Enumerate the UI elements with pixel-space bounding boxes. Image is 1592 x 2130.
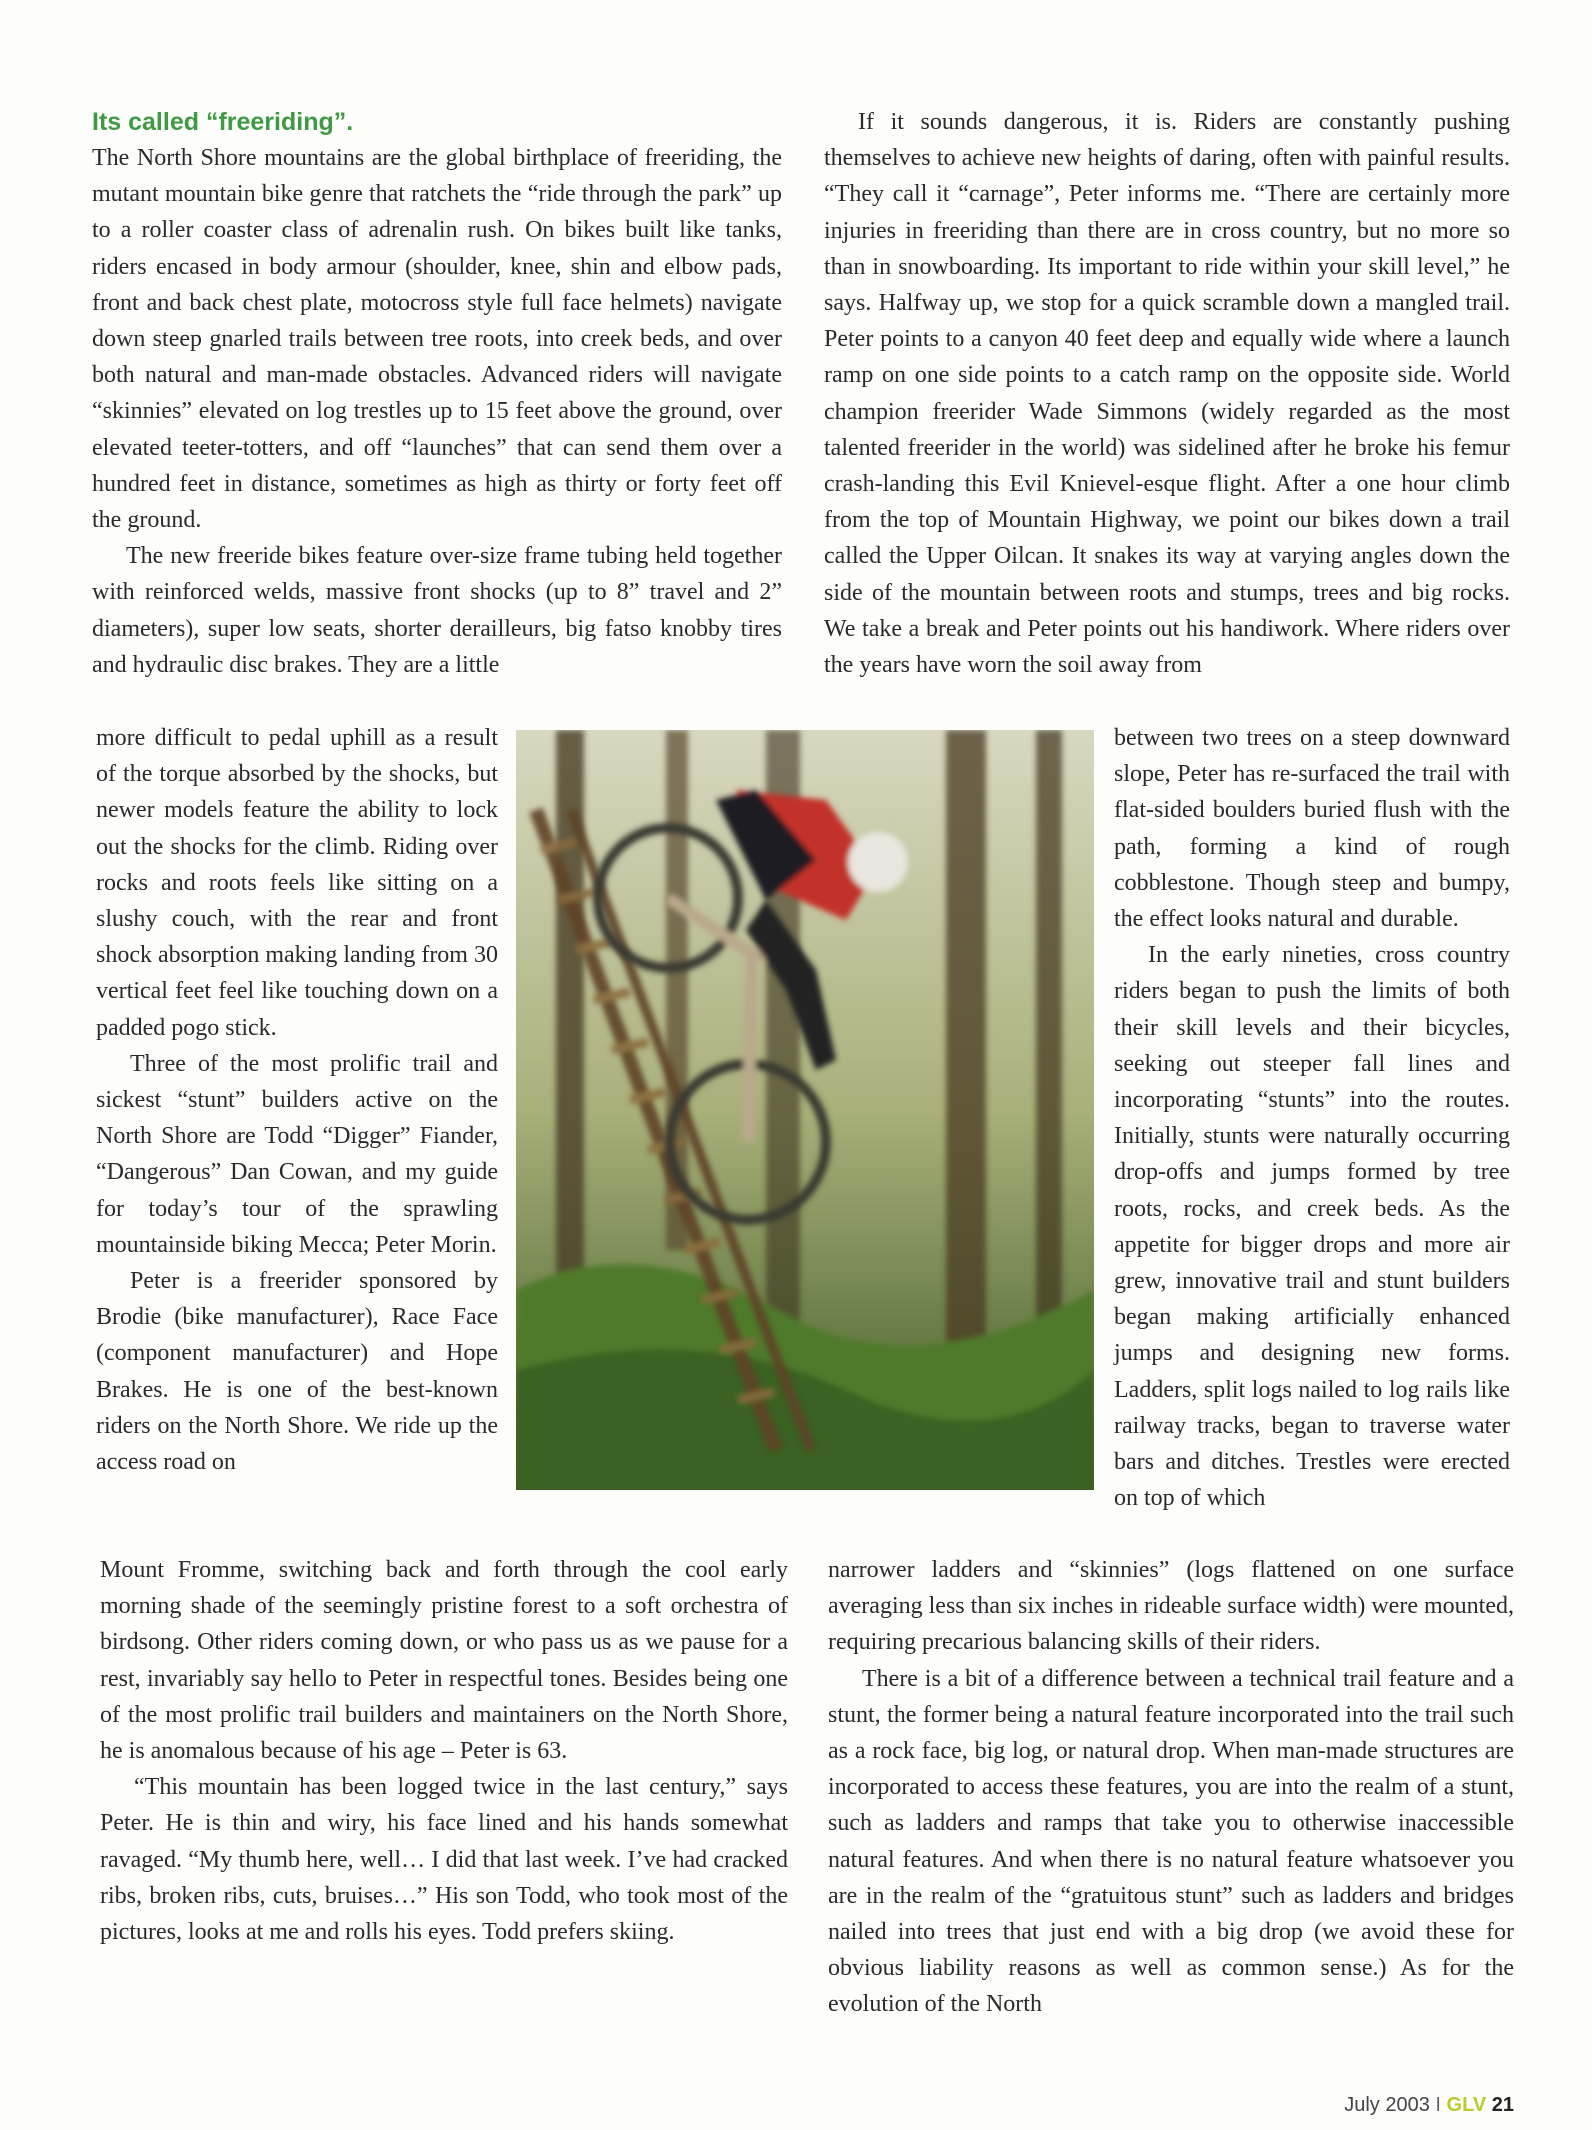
right-column-bottom bbox=[828, 1552, 1514, 2023]
paragraph-6a: If it sounds dangerous, it is. Riders are constantly pushing themselves to achieve new heights of daring, often with painful results. “They call it “carnage”, Peter informs me. “There are certainly more injuries in freeriding than there are in cross country, but no more so than in snowboarding. Its important to ride within your skill level,” he says. Halfway up, we stop for a quick scramble down a mangled trail. Peter points to a canyon 40 feet deep and equally wide where a launch ramp on one side points to a catch ramp on the opposite side. World champion freerider Wade Simmons (widely regarded as the most talented freerider in the world) was sidelined after he broke his femur crash-landing this Evil Knievel-esque flight. After a one hour climb from the top of Mountain Highway, we point our bikes down a trail called the Upper Oilcan. It snakes its way at varying angles down the side of the mountain between roots and stumps, trees and big rocks. We take a break and Peter points out his handiwork. Where riders over the years have worn the soil away from bbox=[824, 109, 1510, 679]
left-column-bottom bbox=[100, 1552, 788, 1950]
freeride-photo-illustration bbox=[516, 730, 1094, 1490]
paragraph-4b: Mount Fromme, switching back and forth through the cool early morning shade of the seemingly pristine forest to a soft orchestra of birdsong. Other riders coming down, or who pass us as we pause for a rest, invariably say hello to Peter in respectful tones. Besides being one of the most prolific trail builders and maintainers on the North Shore, he is anomalous because of his age – Peter is 63. bbox=[100, 1557, 788, 1765]
paragraph-7b: narrower ladders and “skinnies” (logs flattened on one surface averaging less than six inches in rideable surface width) were mounted, requiring precarious balancing skills of their riders. bbox=[828, 1557, 1514, 1656]
folio-brand: GLV bbox=[1446, 2094, 1487, 2116]
paragraph-7a: In the early nineties, cross country riders began to push the limits of both their skill levels and their bicycles, seeking out steeper fall lines and incorporating “stunts” into the routes. Initially, stunts were naturally occurring drop-offs and jumps formed by tree roots, rocks, and creek beds. As the appetite for bigger drops and more air grew, innovative trail and stunt builders began making artificially enhanced jumps and designing new forms. Ladders, split logs nailed to log rails like railway tracks, began to traverse water bars and ditches. Trestles were erected on top of which bbox=[1114, 942, 1510, 1512]
right-column-wrap bbox=[1114, 720, 1510, 1516]
paragraph-3: Three of the most prolific trail and sickest “stunt” builders active on the North Shore are Todd “Digger” Fiander, “Dangerous” Dan Cowan, and my guide for today’s tour of the sprawling mountainside biking Mecca; Peter Morin. bbox=[96, 1050, 498, 1258]
paragraph-6b: between two trees on a steep downward slope, Peter has re-surfaced the trail with flat-sided boulders buried flush with the path, forming a kind of rough cobblestone. Though steep and bumpy, the effect looks natural and durable. bbox=[1114, 725, 1510, 933]
paragraph-5: “This mountain has been logged twice in the last century,” says Peter. He is thin and wiry, his face lined and his hands somewhat ravaged. “My thumb here, well… I did that last week. I’ve had cracked ribs, broken ribs, cuts, bruises…” His son Todd, who took most of the pictures, looks at me and rolls his eyes. Todd prefers skiing. bbox=[100, 1774, 788, 1946]
folio-date: July 2003 bbox=[1344, 2094, 1430, 2116]
section-heading: Its called “freeriding”. bbox=[92, 108, 354, 136]
paragraph-2a: The new freeride bikes feature over-size frame tubing held together with reinforced welds, massive front shocks (up to 8” travel and 2” diameters), super low seats, shorter derailleurs, big fatso knobby tires and hydraulic disc brakes. They are a little bbox=[92, 543, 782, 678]
left-column-wrap bbox=[96, 720, 498, 1480]
page-folio bbox=[1300, 2094, 1514, 2117]
paragraph-8: There is a bit of a difference between a technical trail feature and a stunt, the former being a natural feature incorporated into the trail such as a rock face, big log, or natural drop. When man-made structures are incorporated to access these features, you are into the realm of a stunt, such as ladders and ramps that take you to otherwise inaccessible natural features. And when there is no natural feature whatsoever you are in the realm of the “gratuitous stunt” such as ladders and bridges nailed into trees that just end with a big drop (we avoid these for obvious liability reasons as well as common sense.) As for the evolution of the North bbox=[828, 1665, 1514, 2018]
right-column-top bbox=[824, 104, 1510, 683]
page-number: 21 bbox=[1491, 2094, 1514, 2116]
paragraph-2b: more difficult to pedal uphill as a result of the torque absorbed by the shocks, but newer models feature the ability to lock out the shocks for the climb. Riding over rocks and roots feels like sitting on a slushy couch, with the rear and front shock absorption making landing from 30 vertical feet feel like touching down on a padded pogo stick. bbox=[96, 725, 498, 1041]
paragraph-1: The North Shore mountains are the global birthplace of freeriding, the mutant mountain bike genre that ratchets the “ride through the park” up to a roller coaster class of adrenalin rush. On bikes built like tanks, riders encased in body armour (shoulder, knee, shin and elbow pads, front and back chest plate, motocross style full face helmets) navigate down steep gnarled trails between tree roots, into creek beds, and over both natural and man-made obstacles. Advanced riders will navigate “skinnies” elevated on log trestles up to 15 feet above the ground, over elevated teeter-totters, and off “launches” that can send them over a hundred feet in distance, sometimes as high as thirty or forty feet off the ground. bbox=[92, 145, 782, 534]
freeride-photo bbox=[516, 730, 1094, 1490]
paragraph-4a: Peter is a freerider sponsored by Brodie (bike manufacturer), Race Face (component manufacturer) and Hope Brakes. He is one of the best-known riders on the North Shore. We ride up the access road on bbox=[96, 1268, 498, 1476]
left-column-top bbox=[92, 104, 782, 683]
folio-separator: I bbox=[1435, 2094, 1441, 2116]
